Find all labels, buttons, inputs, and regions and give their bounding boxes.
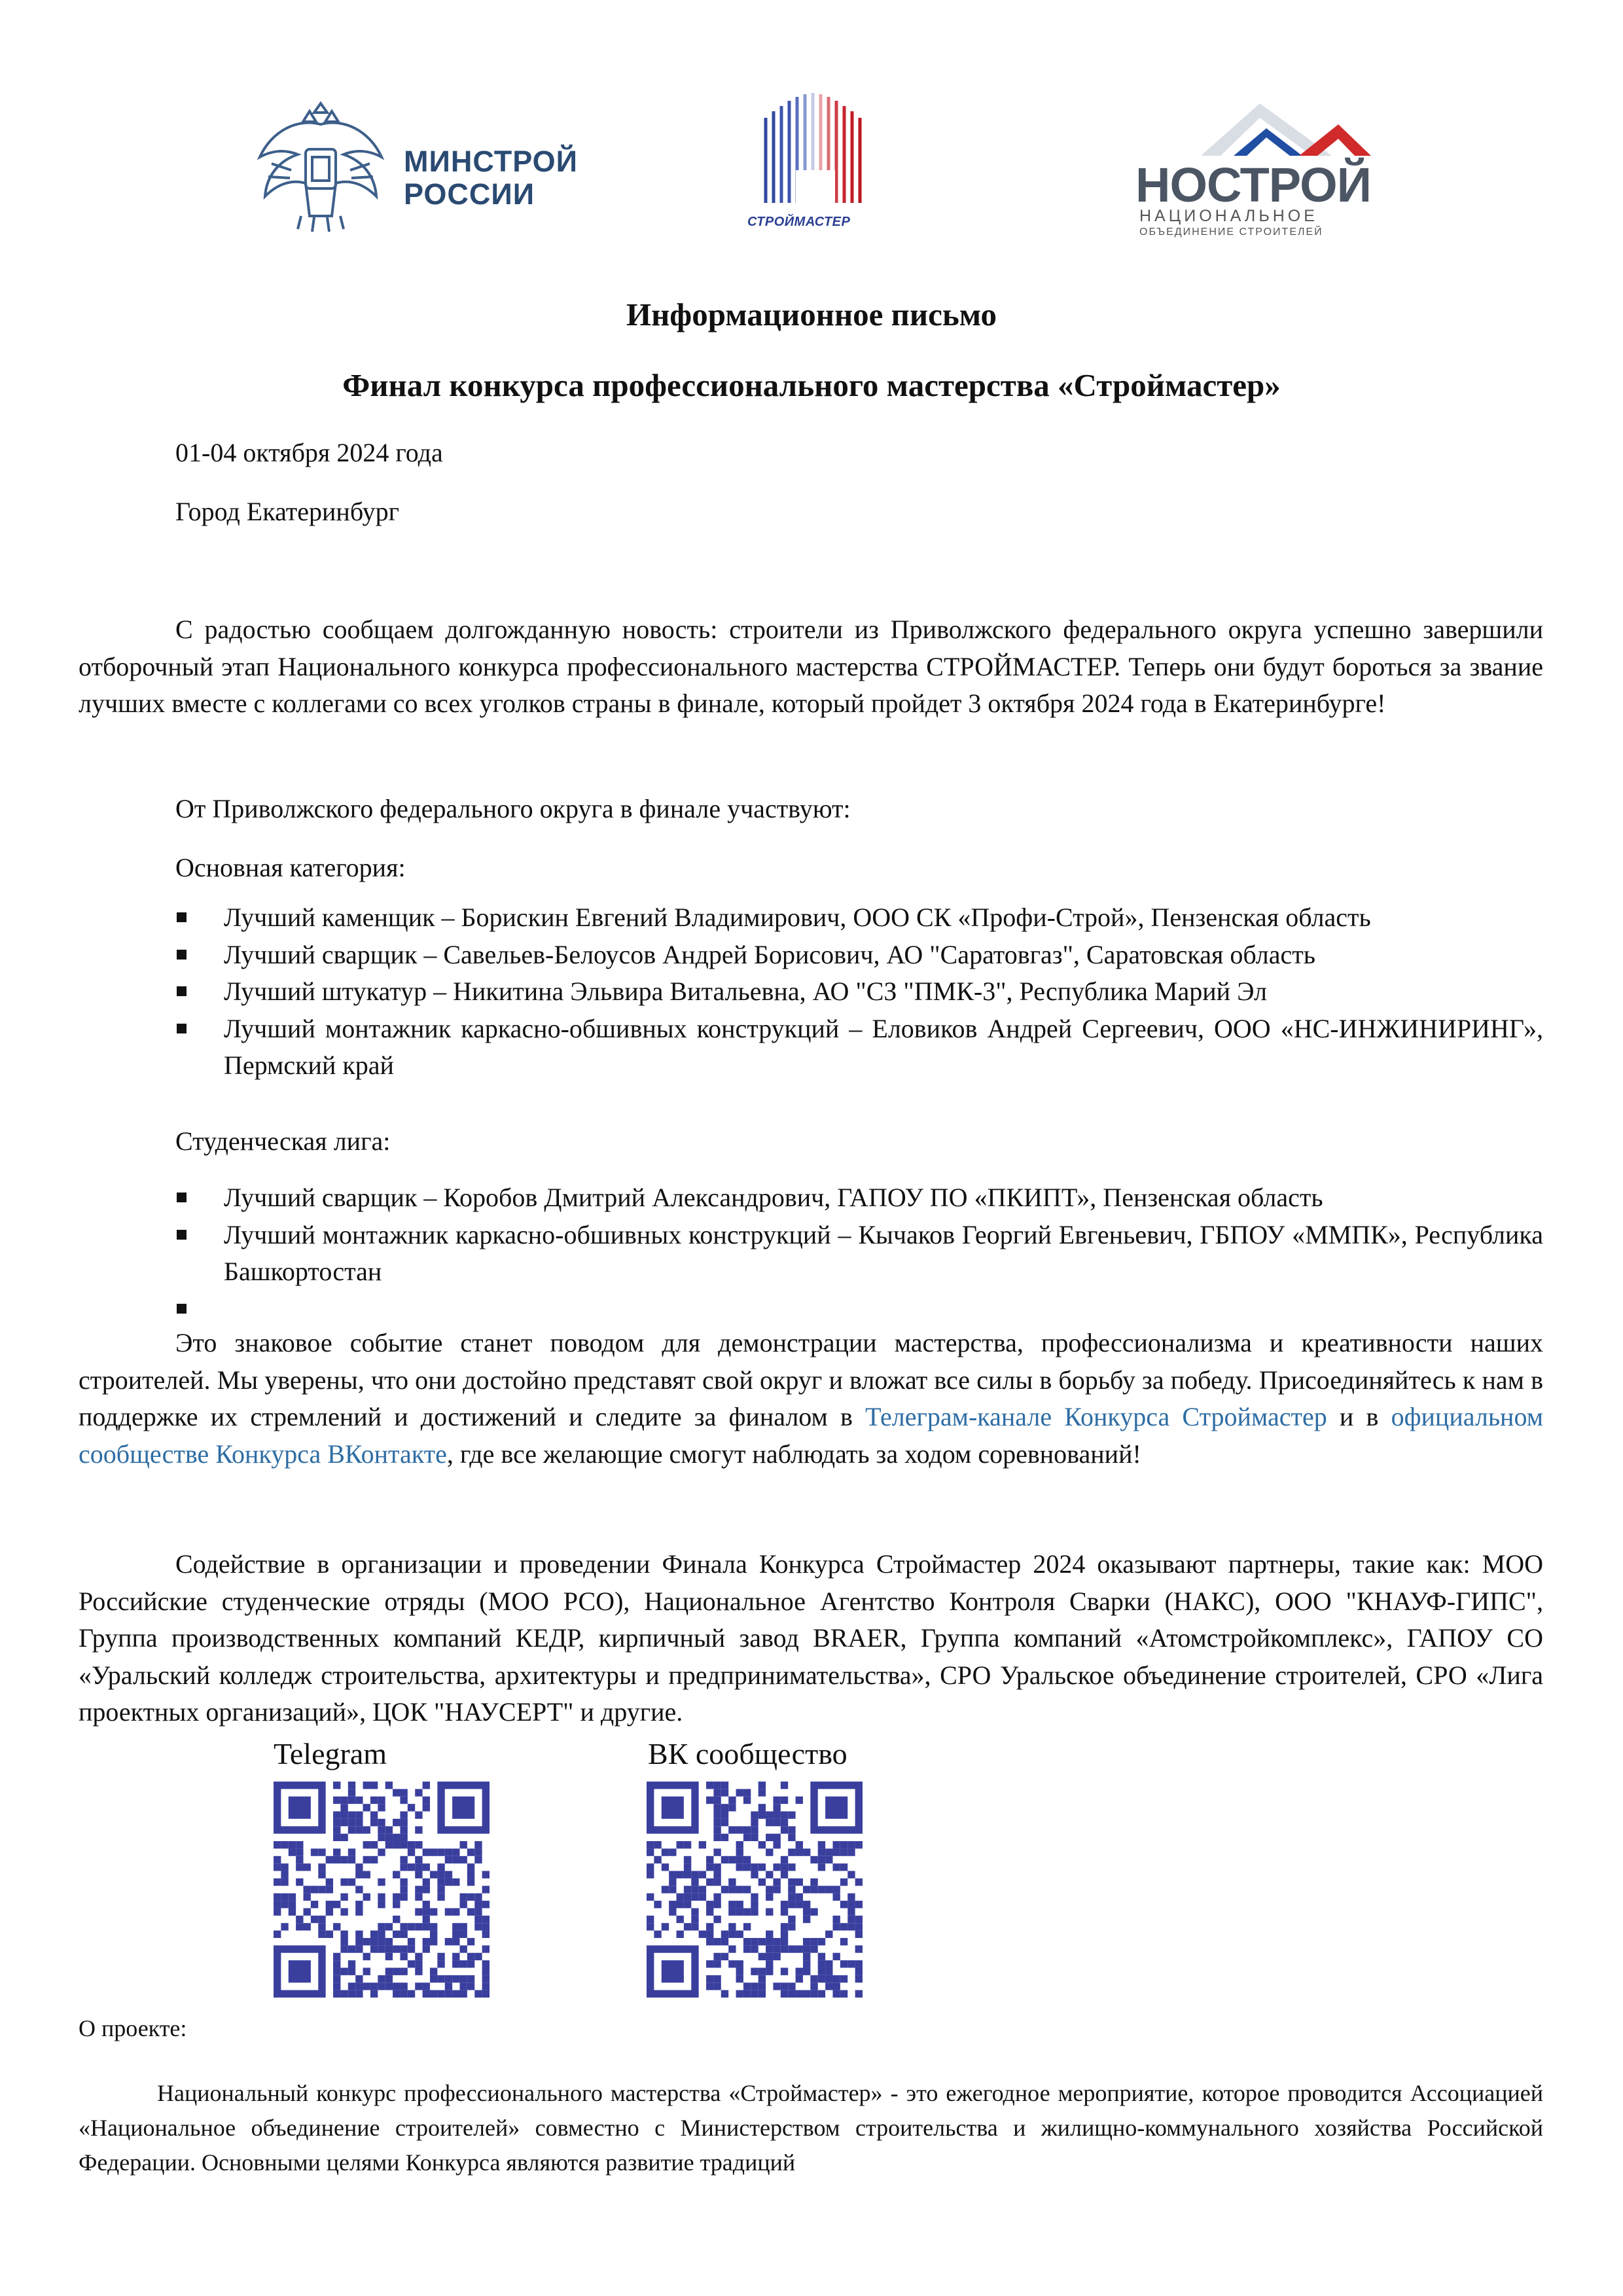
vk-qr-code-icon[interactable] <box>647 1782 863 1998</box>
partners-paragraph: Содействие в организации и проведении Финала Конкурса Строймастер 2024 оказывают партнеры, такие как: МОО Российские студенческие отряды (МОО РСО), Национальное Агентство Контроля Сварки (НАКС), ООО "КНАУФ-ГИПС", Группа производственных компаний КЕДР, кирпичный завод BRAER, Группа компаний «Атомстройкомплекс», ГАПОУ СО «Уральский колледж строительства, архитектуры и предпринимательства», СРО Уральское объединение строителей, СРО «Лига проектных организаций», ЦОК "НАУСЕРТ" и другие. <box>79 1549 1543 1727</box>
vk-community-link[interactable]: официальном сообществе Конкурса ВКонтакте <box>79 1402 1544 1469</box>
stroymaster-label: СТРОЙМАСТЕР <box>747 215 851 229</box>
list-item: Лучший сварщик – Савельев-Белоусов Андрей Борисович, АО "Саратовгаз", Саратовская область <box>224 937 1543 974</box>
telegram-qr-code-icon[interactable] <box>274 1782 490 1998</box>
telegram-qr-label: Telegram <box>274 1737 387 1770</box>
student-league-list <box>224 1179 1543 1327</box>
about-label: О проекте: <box>79 2015 187 2041</box>
about-paragraph: Национальный конкурс профессионального мастерства «Строймастер» - это ежегодное мероприятие, которое проводится Ассоциацией «Национальное объединение строителей» совместно с Министерством строительства и жилищно-коммунального хозяйства Российской Федерации. Основными целями Конкурса являются развитие традиций <box>79 2080 1543 2176</box>
student-league-label: Студенческая лига: <box>175 1126 391 1156</box>
list-item: Лучший монтажник каркасно-обшивных конструкций – Кычаков Георгий Евгеньевич, ГБПОУ «ММПК», Республика Башкортостан <box>224 1217 1543 1291</box>
nostroy-sub2: ОБЪЕДИНЕНИЕ СТРОИТЕЛЕЙ <box>1139 226 1323 238</box>
nostroy-logo <box>1135 98 1381 236</box>
letter-subtitle: Финал конкурса профессионального мастерства «Строймастер» <box>342 367 1281 403</box>
list-item: Лучший каменщик – Борискин Евгений Владимирович, ООО СК «Профи-Строй», Пензенская область <box>224 899 1543 937</box>
main-category-list <box>224 899 1543 1085</box>
list-item: Лучший сварщик – Коробов Дмитрий Александрович, ГАПОУ ПО «ПКИПТ», Пензенская область <box>224 1179 1543 1217</box>
stroymaster-logo <box>740 92 897 239</box>
building-bars-icon <box>740 92 897 209</box>
event-text-2: и в <box>1327 1402 1391 1431</box>
nostroy-sub1: НАЦИОНАЛЬНОЕ <box>1139 207 1318 225</box>
minstroy-line2: РОССИИ <box>404 177 535 211</box>
event-city: Город Екатеринбург <box>175 497 400 526</box>
main-category-label: Основная категория: <box>175 853 406 882</box>
minstroy-logo-text <box>404 145 578 211</box>
vk-qr-label: ВК сообщество <box>648 1737 847 1770</box>
header-logos <box>0 92 1623 249</box>
list-item: Лучший штукатур – Никитина Эльвира Витальевна, АО "СЗ "ПМК-3", Республика Марий Эл <box>224 973 1543 1011</box>
list-item: Лучший монтажник каркасно-обшивных конструкций – Еловиков Андрей Сергеевич, ООО «НС-ИНЖИНИРИНГ», Пермский край <box>224 1011 1543 1085</box>
double-headed-eagle-icon <box>252 98 389 236</box>
participants-intro: От Приволжского федерального округа в финале участвуют: <box>175 794 851 823</box>
nostroy-name: НОСТРОЙ <box>1135 158 1371 212</box>
intro-paragraph: С радостью сообщаем долгожданную новость: строители из Приволжского федерального округа успешно завершили отборочный этап Национального конкурса профессионального мастерства СТРОЙМАСТЕР. Теперь они будут бороться за звание лучших вместе с коллегами со всех уголков страны в финале, который пройдет 3 октября 2024 года в Екатеринбурге! <box>79 615 1543 718</box>
minstroy-logo <box>252 98 592 236</box>
event-text-3: , где все желающие смогут наблюдать за ходом соревнований! <box>446 1439 1141 1469</box>
list-item-empty <box>224 1291 1543 1327</box>
letter-title: Информационное письмо <box>626 296 997 332</box>
telegram-channel-link[interactable]: Телеграм-канале Конкурса Строймастер <box>865 1402 1327 1431</box>
event-paragraph <box>79 1325 1543 1473</box>
event-text-1: Это знаковое событие станет поводом для демонстрации мастерства, профессионализма и креативности наших строителей. Мы уверены, что они достойно представят свой округ и вложат все силы в борьбу за победу. Присоединяйтесь к нам в поддержке их стремлений и достижений и следите за финалом в <box>79 1328 1543 1431</box>
roof-flag-icon <box>1135 98 1381 157</box>
minstroy-line1: МИНСТРОЙ <box>404 145 578 178</box>
event-date: 01-04 октября 2024 года <box>175 438 443 467</box>
